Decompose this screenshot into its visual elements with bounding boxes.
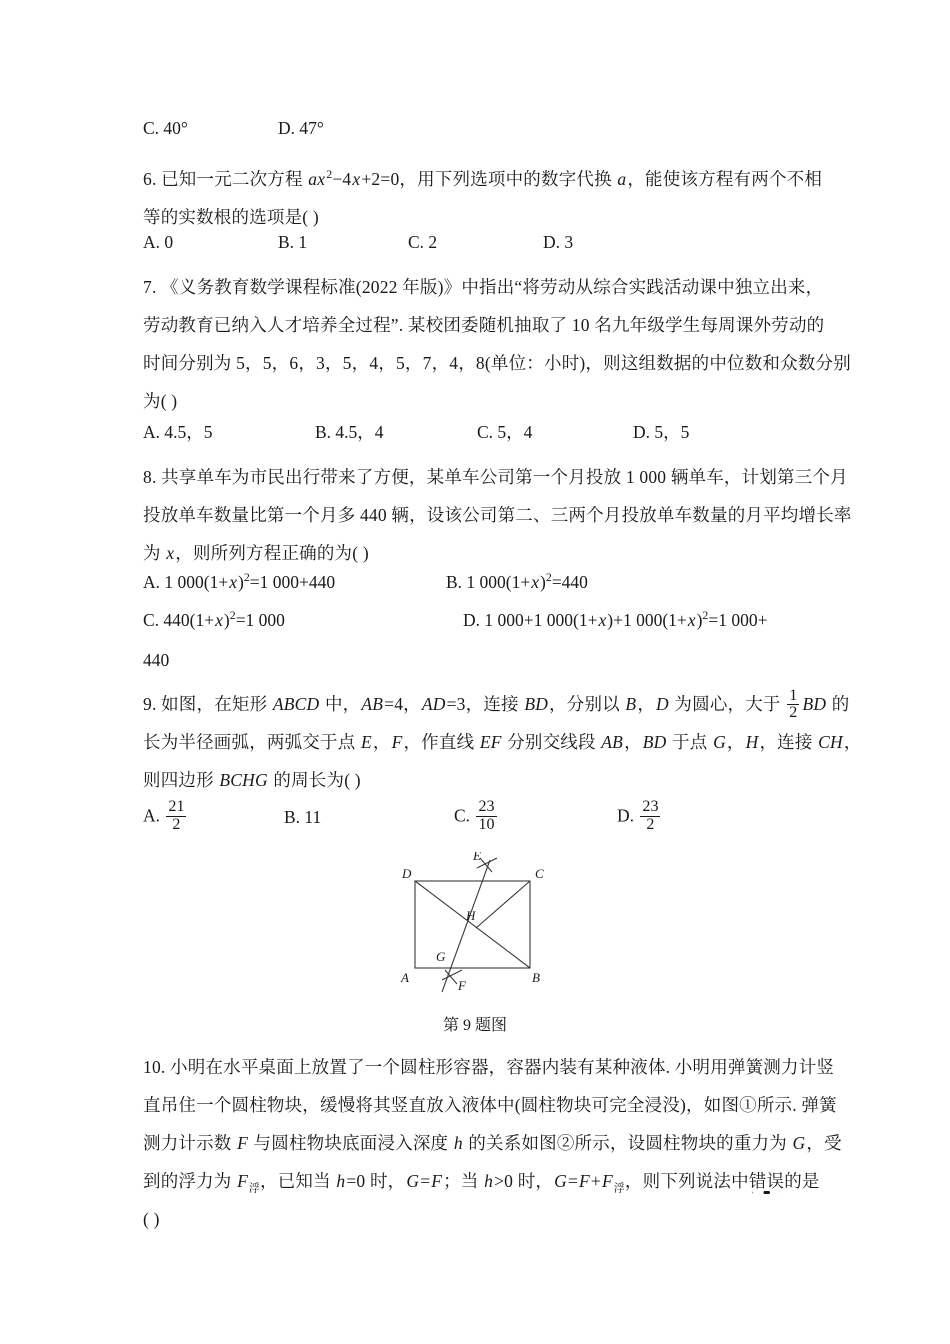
question-9-figure-caption [0,1012,950,1035]
q8-option-d-wrap: 440 [143,650,170,670]
q7-stem-line-3: 时间分别为 5，5，6，3，5，4，5，7，4，8(单位：小时)，则这组数据的中位数和众数分别 [143,353,851,373]
question-8 [143,458,888,572]
question-9-figure [380,852,580,1027]
question-8-options-row-1 [143,572,903,606]
q7-option-d: D. 5，5 [633,422,690,442]
q9-option-d: D. $\frac{23}{2}$ [617,798,659,833]
q10-stem-line-1: 10. 小明在水平桌面上放置了一个圆柱形容器，容器内装有某种液体. 小明用弹簧测力计竖 [143,1057,835,1077]
q10-stem-line-3: 测力计示数 F 与圆柱物块底面浸入深度 h 的关系如图②所示，设圆柱物块的重力为 G，受 [143,1133,842,1153]
q8-option-d: D. 1 000+1 000(1+x)+1 $000(1+x)^2=1$ 000+ [463,608,768,630]
question-7-options [143,419,903,453]
q8-stem-line-1: 8. 共享单车为市民出行带来了方便，某单车公司第一个月投放 1 000 辆单车，计划第三个月 [143,467,848,487]
q7-stem-line-1: 7. 《义务教育数学课程标准(2022 年版)》中指出“将劳动从综合实践活动课中独立出来， [143,277,824,297]
q10-stem-line-5: ( ) [143,1209,160,1229]
q6-option-d: D. 3 [543,232,574,252]
q7-option-a: A. 4.5，5 [143,422,213,442]
question-6-options [143,232,903,266]
q8-option-a: A. 1 $000(1+x)^2=1$ 000+440 [143,570,336,592]
line-ef [442,860,490,992]
label-f: F [458,978,466,993]
question-5-options-tail [143,118,903,152]
q8-stem-line-3: 为 x，则所列方程正确的为( ) [143,543,369,563]
q8-option-c: C. $440(1+x)^2=1$ 000 [143,608,285,630]
q10-stem-line-4: 到的浮力为 $F_浮$，已知当 h=0 时，G=F；当 h>0 时，$G=F+F_浮$，则下列说法中错误的是 [143,1171,820,1195]
question-8-option-d-wrap [143,650,903,684]
q6-option-c: C. 2 [408,232,438,252]
q6-option-b: B. 1 [278,232,308,252]
option-c: C. 40° [143,118,188,138]
label-g: G [436,949,446,964]
q9-stem-line-3: 则四边形 BCHG 的周长为( ) [143,770,361,791]
question-10 [143,1048,888,1238]
question-9 [143,685,888,799]
q8-option-b: B. 1 $000(1+x)^2=440$ [446,570,588,592]
q7-option-c: C. 5，4 [477,422,533,442]
q7-option-b: B. 4.5，4 [315,422,384,442]
question-8-options-row-2 [143,610,903,644]
q7-stem-line-2: 劳动教育已纳入人才培养全过程”. 某校团委随机抽取了 10 名九年级学生每周课外劳动的 [143,315,825,335]
q9-stem-line-1: 9. 如图，在矩形 ABCD 中，AB=4，AD=3，连接 BD，分别以 B，D 为圆心，大于 $\frac{1}{2}$ BD 的 [143,686,850,722]
q9-option-c: C. $\frac{23}{10}$ [454,798,495,833]
figure-caption-text: 第 9 题图 [442,1017,507,1034]
fraction-23-2: $\frac{23}{2}$ [642,798,659,833]
q9-option-b: B. 11 [284,807,322,827]
question-7 [143,268,888,420]
question-9-options [143,800,903,844]
q9-option-a: A. $\frac{21}{2}$ [143,798,185,833]
q7-stem-line-4: 为( ) [143,391,178,411]
q10-stem-line-2: 直吊住一个圆柱物块，缓慢将其竖直放入液体中(圆柱物块可完全浸没)，如图①所示. 弹簧 [143,1095,837,1115]
fraction-23-10: $\frac{23}{10}$ [478,798,495,833]
rectangle-abcd-diagram [380,852,580,1027]
label-e: E [473,852,481,863]
question-6 [143,160,888,236]
fraction-21-2: $\frac{21}{2}$ [168,798,185,833]
q6-stem-line-2: 等的实数根的选项是( ) [143,207,319,227]
emphasis-text: 错误 [748,1171,785,1191]
q9-stem-line-2: 长为半径画弧，两弧交于点 E，F，作直线 EF 分别交线段 AB，BD 于点 G，H，连接 CH， [143,732,862,753]
diagonal-db [415,881,530,968]
label-a: A [401,970,409,985]
label-c: C [535,866,544,881]
label-d: D [402,866,412,881]
label-b: B [532,970,540,985]
half-fraction: $\frac{1}{2}$ [789,686,798,722]
q6-option-a: A. 0 [143,232,174,252]
segment-ch [476,881,530,928]
q6-stem-line-1: 6. 已知一元二次方程 $ax^2-4x+2=0$，用下列选项中的数字代换 a，能使该方程有两个不相 [143,167,823,189]
label-h: H [466,908,476,923]
q8-stem-line-2: 投放单车数量比第一个月多 440 辆，设该公司第二、三两个月投放单车数量的月平均增长率 [143,505,852,525]
option-d: D. 47° [278,118,324,138]
